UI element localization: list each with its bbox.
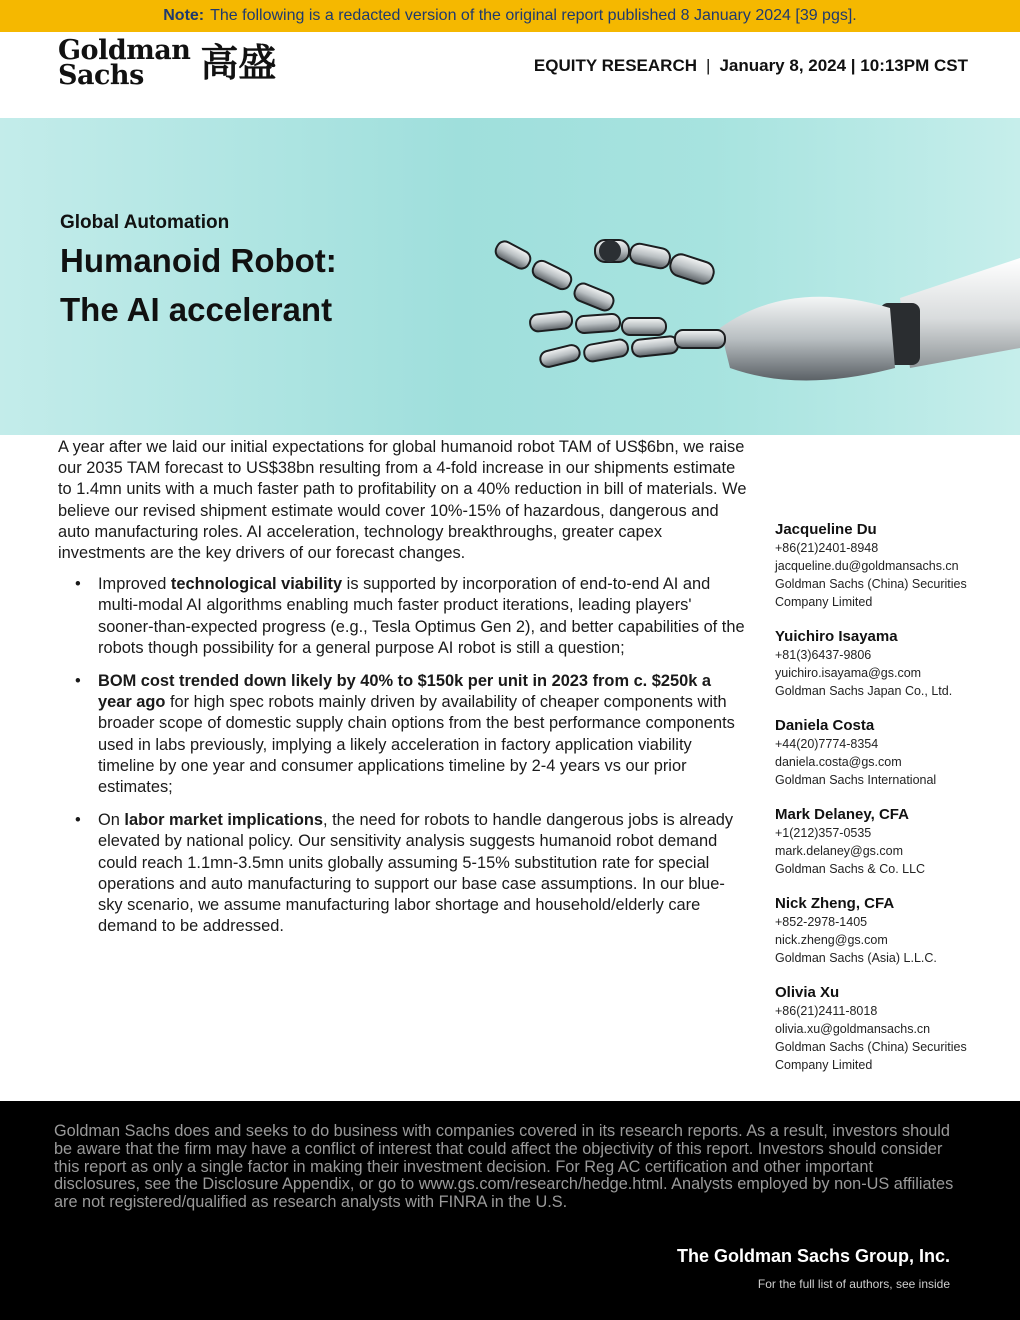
author-entity: Goldman Sachs (Asia) L.L.C. (775, 951, 937, 965)
author-list (775, 520, 1005, 1090)
bullet-icon: • (75, 811, 81, 830)
hero-title (60, 236, 337, 334)
author-entity: Goldman Sachs International (775, 773, 937, 787)
author-entity: Goldman Sachs Japan Co., Ltd. (775, 684, 953, 698)
key-point-text: for high spec robots mainly driven by availability of cheaper components with broader scope of domestic supply chain options from the best performance components used in labs previously, implying a likely acceleration in factory application viability timeline by one year and consumer applications timeline by 2-4 years vs our prior estimates; (98, 693, 735, 797)
summary-body (58, 437, 748, 949)
author-name: Nick Zheng, CFA (775, 895, 895, 912)
author-name: Daniela Costa (775, 717, 875, 734)
author-name: Mark Delaney, CFA (775, 806, 909, 823)
goldman-sachs-logo (58, 35, 277, 91)
robot-hand-icon (470, 218, 1020, 408)
author-phone: +86(21)2411-8018 (775, 1004, 878, 1018)
header-separator: | (706, 56, 711, 75)
hero-title-line-1: Humanoid Robot: (60, 242, 337, 279)
author-email[interactable]: yuichiro.isayama@gs.com (775, 666, 922, 680)
key-point-prefix: Improved (98, 575, 171, 594)
disclosure-footer (0, 1101, 1020, 1320)
author-card (775, 983, 1005, 1074)
author-email[interactable]: olivia.xu@goldmansachs.cn (775, 1022, 931, 1036)
author-email[interactable]: jacqueline.du@goldmansachs.cn (775, 559, 959, 573)
author-card (775, 716, 1005, 789)
redaction-note-bar (0, 0, 1020, 32)
report-header (534, 56, 968, 76)
author-card (775, 627, 1005, 700)
author-email[interactable]: mark.delaney@gs.com (775, 844, 904, 858)
author-phone: +1(212)357-0535 (775, 826, 872, 840)
author-entity: Goldman Sachs (China) Securities Company Limited (775, 1040, 967, 1072)
author-email[interactable]: daniela.costa@gs.com (775, 755, 902, 769)
author-name: Yuichiro Isayama (775, 628, 898, 645)
author-email[interactable]: nick.zheng@gs.com (775, 933, 888, 947)
author-name: Jacqueline Du (775, 521, 877, 538)
logo-line-1: Goldman (58, 35, 191, 66)
key-point-highlight: labor market implications (124, 811, 323, 830)
intro-paragraph: A year after we laid our initial expectations for global humanoid robot TAM of US$6bn, we raise our 2035 TAM forecast to US$38bn resulting from a 4-fold increase in our shipments estimate to 1.4mn units with a much faster path to profitability on a 40% reduction in bill of materials. We believe our revised shipment estimate would cover 10%-15% of hazardous, dangerous and auto manufacturing roles. AI acceleration, technology breakthroughs, greater capex investments are the key drivers of our forecast changes. (58, 438, 747, 563)
authors-note: For the full list of authors, see inside (757, 1277, 950, 1291)
author-card (775, 805, 1005, 878)
key-point-technological-viability (58, 574, 748, 659)
hero-title-line-2: The AI accelerant (60, 291, 333, 328)
key-point-bom-cost (58, 671, 748, 798)
bullet-icon: • (75, 575, 81, 594)
key-point-highlight: technological viability (170, 575, 343, 594)
author-entity: Goldman Sachs & Co. LLC (775, 862, 926, 876)
author-phone: +44(20)7774-8354 (775, 737, 879, 751)
author-phone: +81(3)6437-9806 (775, 648, 872, 662)
note-text: The following is a redacted version of the original report published 8 January 2024 [39 pgs]. (210, 7, 857, 24)
report-date: January 8, 2024 | 10:13PM CST (719, 56, 968, 75)
author-card (775, 520, 1005, 611)
key-points-list (58, 574, 748, 937)
hero-subtitle: Global Automation (60, 212, 230, 233)
key-point-labor-market (58, 810, 748, 937)
key-point-text: , the need for robots to handle dangerous jobs is already elevated by national policy. Our sensitivity analysis suggests humanoid robot demand could reach 1.1mn-3.5mn units globally assuming 5-15% substitution rate for special operations and auto manufacturing to support our base case assumptions. In our blue-sky scenario, we assume manufacturing labor shortage and household/elderly care demand to be addressed. (98, 811, 734, 936)
author-phone: +852-2978-1405 (775, 915, 868, 929)
author-card (775, 894, 1005, 967)
key-point-prefix: On (98, 811, 125, 830)
key-point-highlight: BOM cost trended down likely by 40% to $150k per unit in 2023 from c. $250k a year ago (98, 672, 712, 712)
logo-line-2: Sachs (58, 60, 144, 91)
logo-chinese: 高盛 (200, 41, 277, 85)
author-entity: Goldman Sachs (China) Securities Company Limited (775, 577, 967, 609)
author-name: Olivia Xu (775, 984, 840, 1001)
disclosure-text: Goldman Sachs does and seeks to do business with companies covered in its research reports. As a result, investors should be aware that the firm may have a conflict of interest that could affect the objectivity of this report. Investors should consider this report as only a single factor in making their investment decision. For Reg AC certification and other important disclosures, see the Disclosure Appendix, or go to www.gs.com/research/hedge.html. Analysts employed by non-US affiliates are not registered/qualified as research analysts with FINRA in the U.S. (54, 1122, 954, 1212)
logo-wordmark (58, 35, 191, 91)
author-phone: +86(21)2401-8948 (775, 541, 879, 555)
hero-banner (0, 118, 1020, 435)
section-label: EQUITY RESEARCH (533, 56, 698, 75)
note-label: Note: (163, 7, 205, 24)
bullet-icon: • (75, 672, 81, 691)
company-name: The Goldman Sachs Group, Inc. (676, 1246, 950, 1266)
key-point-text: is supported by incorporation of end-to-end AI and multi-modal AI algorithms enabling much faster product iterations, leading players' sooner-than-expected progress (e.g., Tesla Optimus Gen 2), and better capabilities of the robots though possibility for a general purpose AI robot is still a question; (98, 575, 745, 657)
